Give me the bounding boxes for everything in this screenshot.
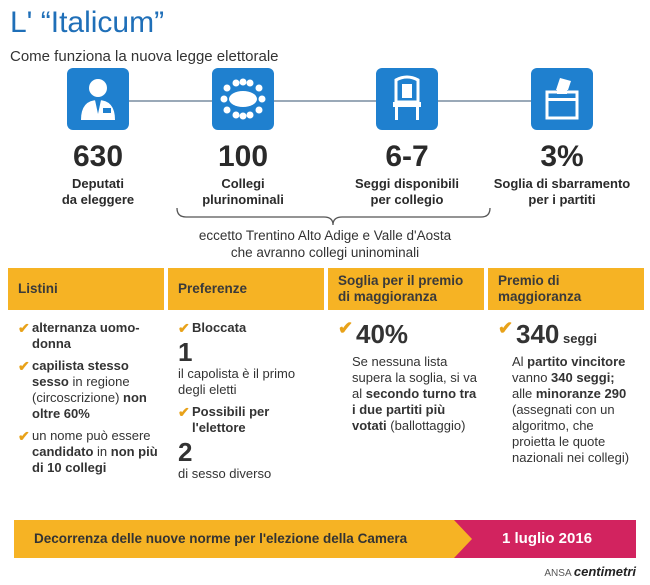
- column-preferenze: [168, 268, 324, 482]
- column-listini: [8, 268, 164, 482]
- stats-timeline: [0, 68, 650, 208]
- column-soglia: [328, 268, 484, 434]
- stat-value: 630: [72, 140, 124, 173]
- stat-soglia: [487, 68, 637, 208]
- page-subtitle: Come funziona la nuova legge elettorale: [10, 48, 279, 65]
- column-head: Premio di maggioranza: [488, 268, 644, 310]
- list-item: ✔ 40%: [338, 318, 409, 349]
- list-item: ✔ alternanza uomo-donna: [18, 320, 140, 351]
- column-premio: [488, 268, 644, 466]
- ballot-box-icon: [531, 68, 593, 130]
- list-item: ✔ 340 seggi: [498, 318, 597, 349]
- preference-number: 2: [178, 437, 193, 467]
- brace-connector: [176, 208, 491, 226]
- credit: [544, 564, 636, 579]
- table-meeting-icon: [212, 68, 274, 130]
- footer-arrow: [454, 520, 472, 558]
- note-line-1: eccetto Trentino Alto Adige e Valle d'Aosta: [198, 228, 452, 243]
- deputy-icon: [67, 68, 129, 130]
- check-icon: ✔: [178, 320, 190, 336]
- list-item: ✔ Bloccata: [178, 320, 247, 336]
- list-item: ✔ Possibili per l'elettore: [178, 404, 270, 435]
- column-head: Preferenze: [168, 268, 324, 310]
- credit-agency: ANSA: [544, 568, 572, 579]
- footer-label: Decorrenza delle nuove norme per l'elezione della Camera: [14, 520, 454, 558]
- threshold-text: Se nessuna lista supera la soglia, si va al secondo turno tra i due partiti più votati (ballottaggio): [352, 354, 478, 433]
- stat-collegi: [168, 68, 318, 208]
- credit-brand: centimetri: [573, 564, 636, 579]
- preference-number: 1: [178, 337, 193, 367]
- stat-deputati: [23, 68, 173, 208]
- stat-value: 3%: [540, 140, 584, 173]
- footer-banner: [14, 520, 636, 558]
- stat-label: Collegi plurinominali: [202, 176, 284, 207]
- check-icon: ✔: [178, 404, 190, 420]
- bonus-text: Al partito vincitore vanno 340 seggi; alle minoranze 290 (assegnati con un algoritmo, che proietta le quote nazionali nei collegi): [512, 354, 630, 465]
- page-title: L' “Italicum”: [10, 6, 165, 39]
- list-item: ✔ un nome può essere candidato in non più di 10 collegi: [18, 428, 158, 475]
- chair-icon: [376, 68, 438, 130]
- check-icon: ✔: [18, 428, 30, 444]
- stat-label: Soglia di sbarramento per i partiti: [493, 176, 631, 207]
- preference-text: il capolista è il primo degli eletti: [178, 366, 296, 397]
- stat-label: Deputati da eleggere: [61, 176, 135, 207]
- stat-label: Seggi disponibili per collegio: [355, 176, 459, 207]
- check-icon: ✔: [338, 318, 354, 338]
- note-line-2: che avranno collegi uninominali: [230, 245, 420, 260]
- stat-value: 100: [217, 140, 269, 173]
- check-icon: ✔: [18, 358, 30, 374]
- column-head: Listini: [8, 268, 164, 310]
- preference-text: di sesso diverso: [178, 466, 272, 481]
- list-item: ✔ capilista stesso sesso in regione (circoscrizione) non oltre 60%: [18, 358, 147, 421]
- check-icon: ✔: [18, 320, 30, 336]
- stat-value: 6-7: [385, 140, 429, 173]
- stat-seggi: [332, 68, 482, 208]
- check-icon: ✔: [498, 318, 514, 338]
- footer-date: 1 luglio 2016: [454, 520, 636, 558]
- column-head: Soglia per il premio di maggioranza: [328, 268, 484, 310]
